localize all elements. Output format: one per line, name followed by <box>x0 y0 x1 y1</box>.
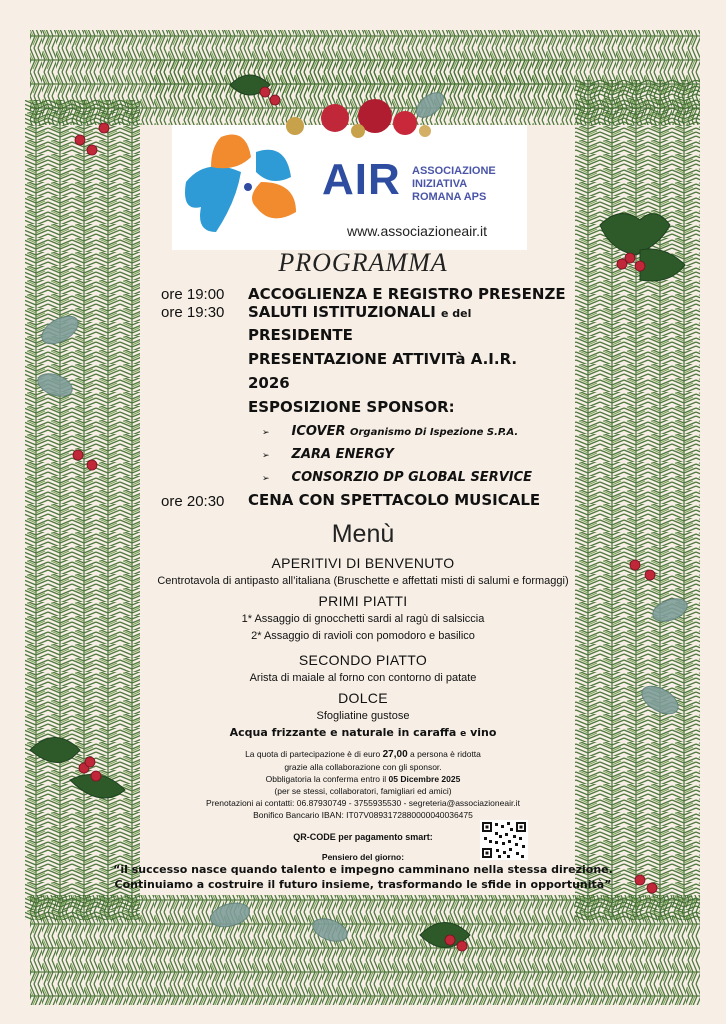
association-name: ASSOCIAZIONE INIZIATIVA ROMANA APS <box>412 165 496 203</box>
quote-line: “il successo nasce quando talento e impegno camminano nella stessa direzione. <box>113 863 613 876</box>
menu-item: 1* Assaggio di gnocchetti sardi al ragù di salsiccia <box>241 613 485 625</box>
event-text: SALUTI ISTITUZIONALI e del <box>248 303 472 321</box>
website-link[interactable]: www.associazioneair.it <box>347 223 488 239</box>
drinks-line: Acqua frizzante e naturale in caraffa e vino <box>229 726 497 739</box>
booking-contacts: Prenotazioni ai contatti: 06.87930749 - 3755935530 - segreteria@associazioneair.it <box>206 798 520 808</box>
confirmation-note: (per se stessi, collaboratori, famigliari ed amici) <box>274 786 452 796</box>
event-time: ore 20:30 <box>161 493 225 510</box>
event-text: 2026 <box>248 374 290 392</box>
menu-item: Arista di maiale al forno con contorno di patate <box>249 672 477 684</box>
confirmation-info: Obbligatoria la conferma entro il 05 Dicembre 2025 <box>265 774 461 784</box>
event-time: ore 19:30 <box>161 304 225 321</box>
sponsor-item: ➢ ZARA ENERGY <box>262 447 394 462</box>
event-text: CENA CON SPETTACOLO MUSICALE <box>248 491 541 509</box>
price-info-line: grazie alla collaborazione con gli sponsor. <box>284 762 442 772</box>
programma-title: PROGRAMMA <box>278 248 448 277</box>
menu-section-heading: DOLCE <box>338 690 388 706</box>
bullet-icon: ➢ <box>262 451 270 461</box>
sponsor-item: ➢ ICOVER Organismo Di Ispezione S.P.A. <box>262 424 519 439</box>
menu-item: Sfogliatine gustose <box>316 710 410 722</box>
air-logo-icon <box>176 127 316 247</box>
bullet-icon: ➢ <box>262 428 270 438</box>
event-time: ore 19:00 <box>161 286 225 303</box>
menu-item: Centrotavola di antipasto all’italiana (Bruschette e affettati misti di salumi e formaggi) <box>157 575 569 587</box>
event-text: PRESENTAZIONE ATTIVITà A.I.R. <box>248 350 518 368</box>
event-text: ACCOGLIENZA E REGISTRO PRESENZE <box>248 285 566 303</box>
menu-title: Menù <box>331 520 395 548</box>
menu-section-heading: APERITIVI DI BENVENUTO <box>271 555 455 571</box>
christmas-baubles-icon <box>280 98 440 143</box>
price-info: La quota di partecipazione è di euro 27,00 a persona è ridotta <box>245 749 481 760</box>
bank-iban: Bonifico Bancario IBAN: IT07V0893172880000040036475 <box>253 810 473 820</box>
logo-panel <box>172 125 527 250</box>
event-text: PRESIDENTE <box>248 326 353 344</box>
menu-section-heading: SECONDO PIATTO <box>298 652 428 668</box>
menu-item: 2* Assaggio di ravioli con pomodoro e basilico <box>251 630 475 642</box>
qr-label: QR-CODE per pagamento smart: <box>293 832 433 842</box>
air-logo-letters: AIR <box>322 155 401 204</box>
event-text: ESPOSIZIONE SPONSOR: <box>248 398 455 416</box>
sponsor-item: ➢ CONSORZIO DP GLOBAL SERVICE <box>262 470 533 485</box>
quote-line: Continuiamo a costruire il futuro insieme, trasformando le sfide in opportunità” <box>114 878 612 891</box>
menu-section-heading: PRIMI PIATTI <box>318 593 408 609</box>
bullet-icon: ➢ <box>262 474 270 484</box>
thought-label: Pensiero del giorno: <box>321 852 405 862</box>
